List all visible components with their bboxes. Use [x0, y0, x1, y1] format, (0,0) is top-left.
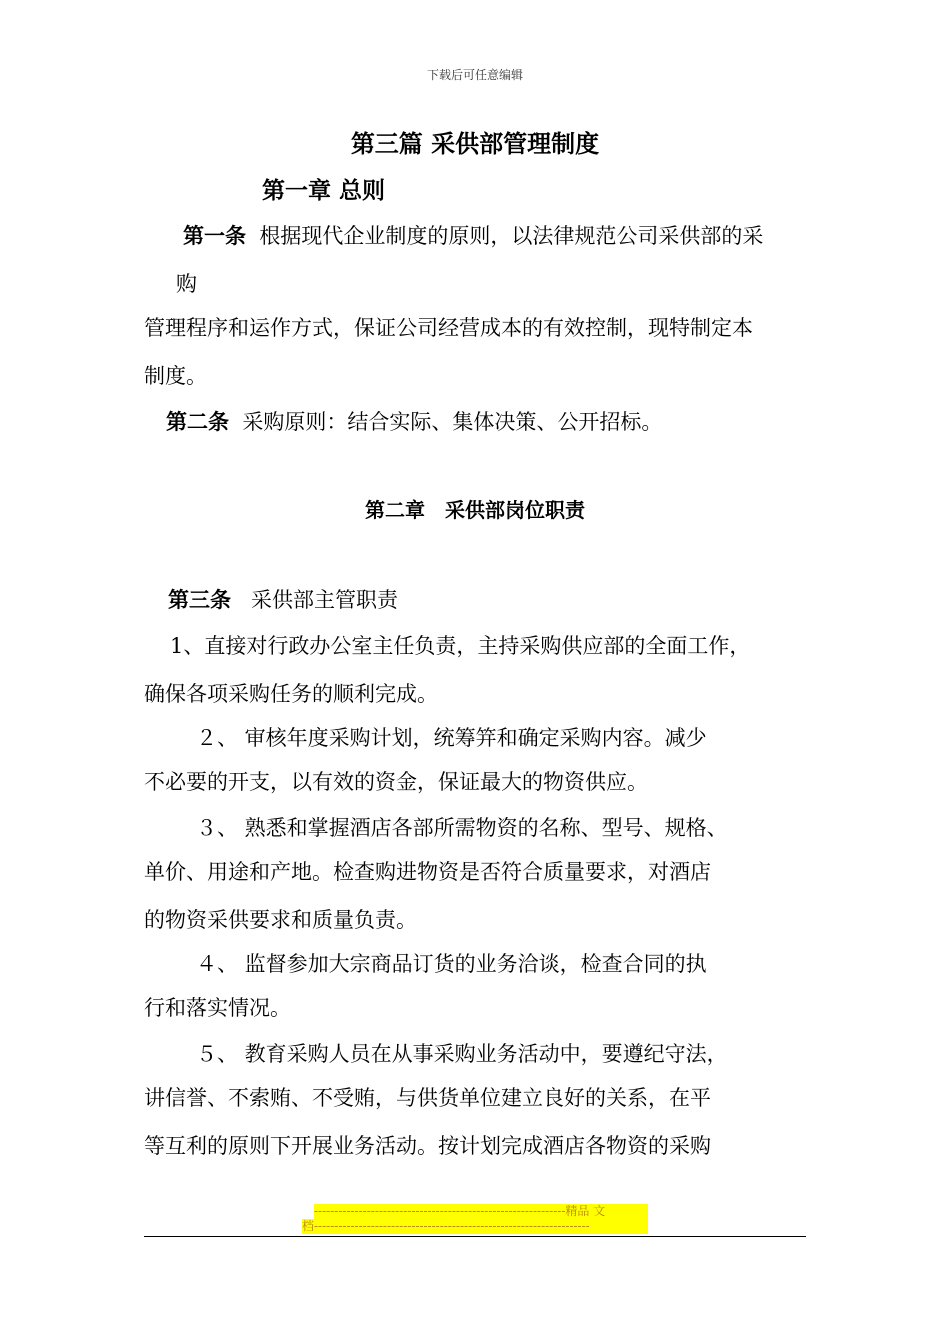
header-note: 下载后可任意编辑	[426, 68, 523, 82]
article-1-label: 第一条	[183, 223, 246, 248]
item-1-line-2: 确保各项采购任务的顺利完成。	[144, 682, 438, 706]
article-3-label: 第三条	[168, 587, 231, 612]
item-4-line-1: ４、 监督参加大宗商品订货的业务洽谈，检查合同的执	[196, 952, 707, 976]
item-5-line-2: 讲信誉、不索贿、不受贿，与供货单位建立良好的关系，在平	[144, 1086, 711, 1110]
article-1-line-1	[183, 220, 763, 250]
footer-divider	[144, 1236, 806, 1237]
chapter-2-heading: 第二章 采供部岗位职责	[365, 498, 585, 522]
chapter-1-heading: 第一章 总则	[262, 177, 386, 204]
footer-mark-line-2: 档--------------------------------------------------------------------	[302, 1219, 648, 1234]
footer-mark-line-1: --------------------------------------------------------------精品 文	[314, 1204, 648, 1219]
item-3-line-3: 的物资采供要求和质量负责。	[144, 908, 417, 932]
item-2-line-2: 不必要的开支，以有效的资金，保证最大的物资供应。	[144, 770, 648, 794]
article-3	[168, 584, 398, 614]
article-2-text: 采购原则：结合实际、集体决策、公开招标。	[242, 410, 663, 434]
item-5-line-3: 等互利的原则下开展业务活动。按计划完成酒店各物资的采购	[144, 1134, 711, 1158]
item-4-line-2: 行和落实情况。	[144, 996, 291, 1020]
article-2	[166, 406, 662, 436]
article-1-line-3: 管理程序和运作方式，保证公司经营成本的有效控制，现特制定本	[144, 316, 753, 340]
article-1-text: 根据现代企业制度的原则，以法律规范公司采供部的采	[259, 224, 764, 248]
article-1-line-4: 制度。	[144, 364, 207, 388]
item-2-line-1: ２、 审核年度采购计划，统筹笄和确定采购内容。减少	[196, 726, 707, 750]
item-3-line-1: ３、 熟悉和掌握酒店各部所需物资的名称、型号、规格、	[196, 816, 728, 840]
document-title: 第三篇 采供部管理制度	[350, 129, 600, 158]
article-2-label: 第二条	[166, 409, 229, 434]
item-3-line-2: 单价、用途和产地。检查购进物资是否符合质量要求，对酒店	[144, 860, 711, 884]
item-5-line-1: ５、 教育采购人员在从事采购业务活动中，要遵纪守法，	[196, 1042, 728, 1066]
article-3-text: 采供部主管职责	[251, 588, 399, 612]
item-1-line-1: 1、直接对行政办公室主任负责，主持采购供应部的全面工作，	[170, 634, 751, 658]
article-1-line-2: 购	[176, 272, 197, 296]
